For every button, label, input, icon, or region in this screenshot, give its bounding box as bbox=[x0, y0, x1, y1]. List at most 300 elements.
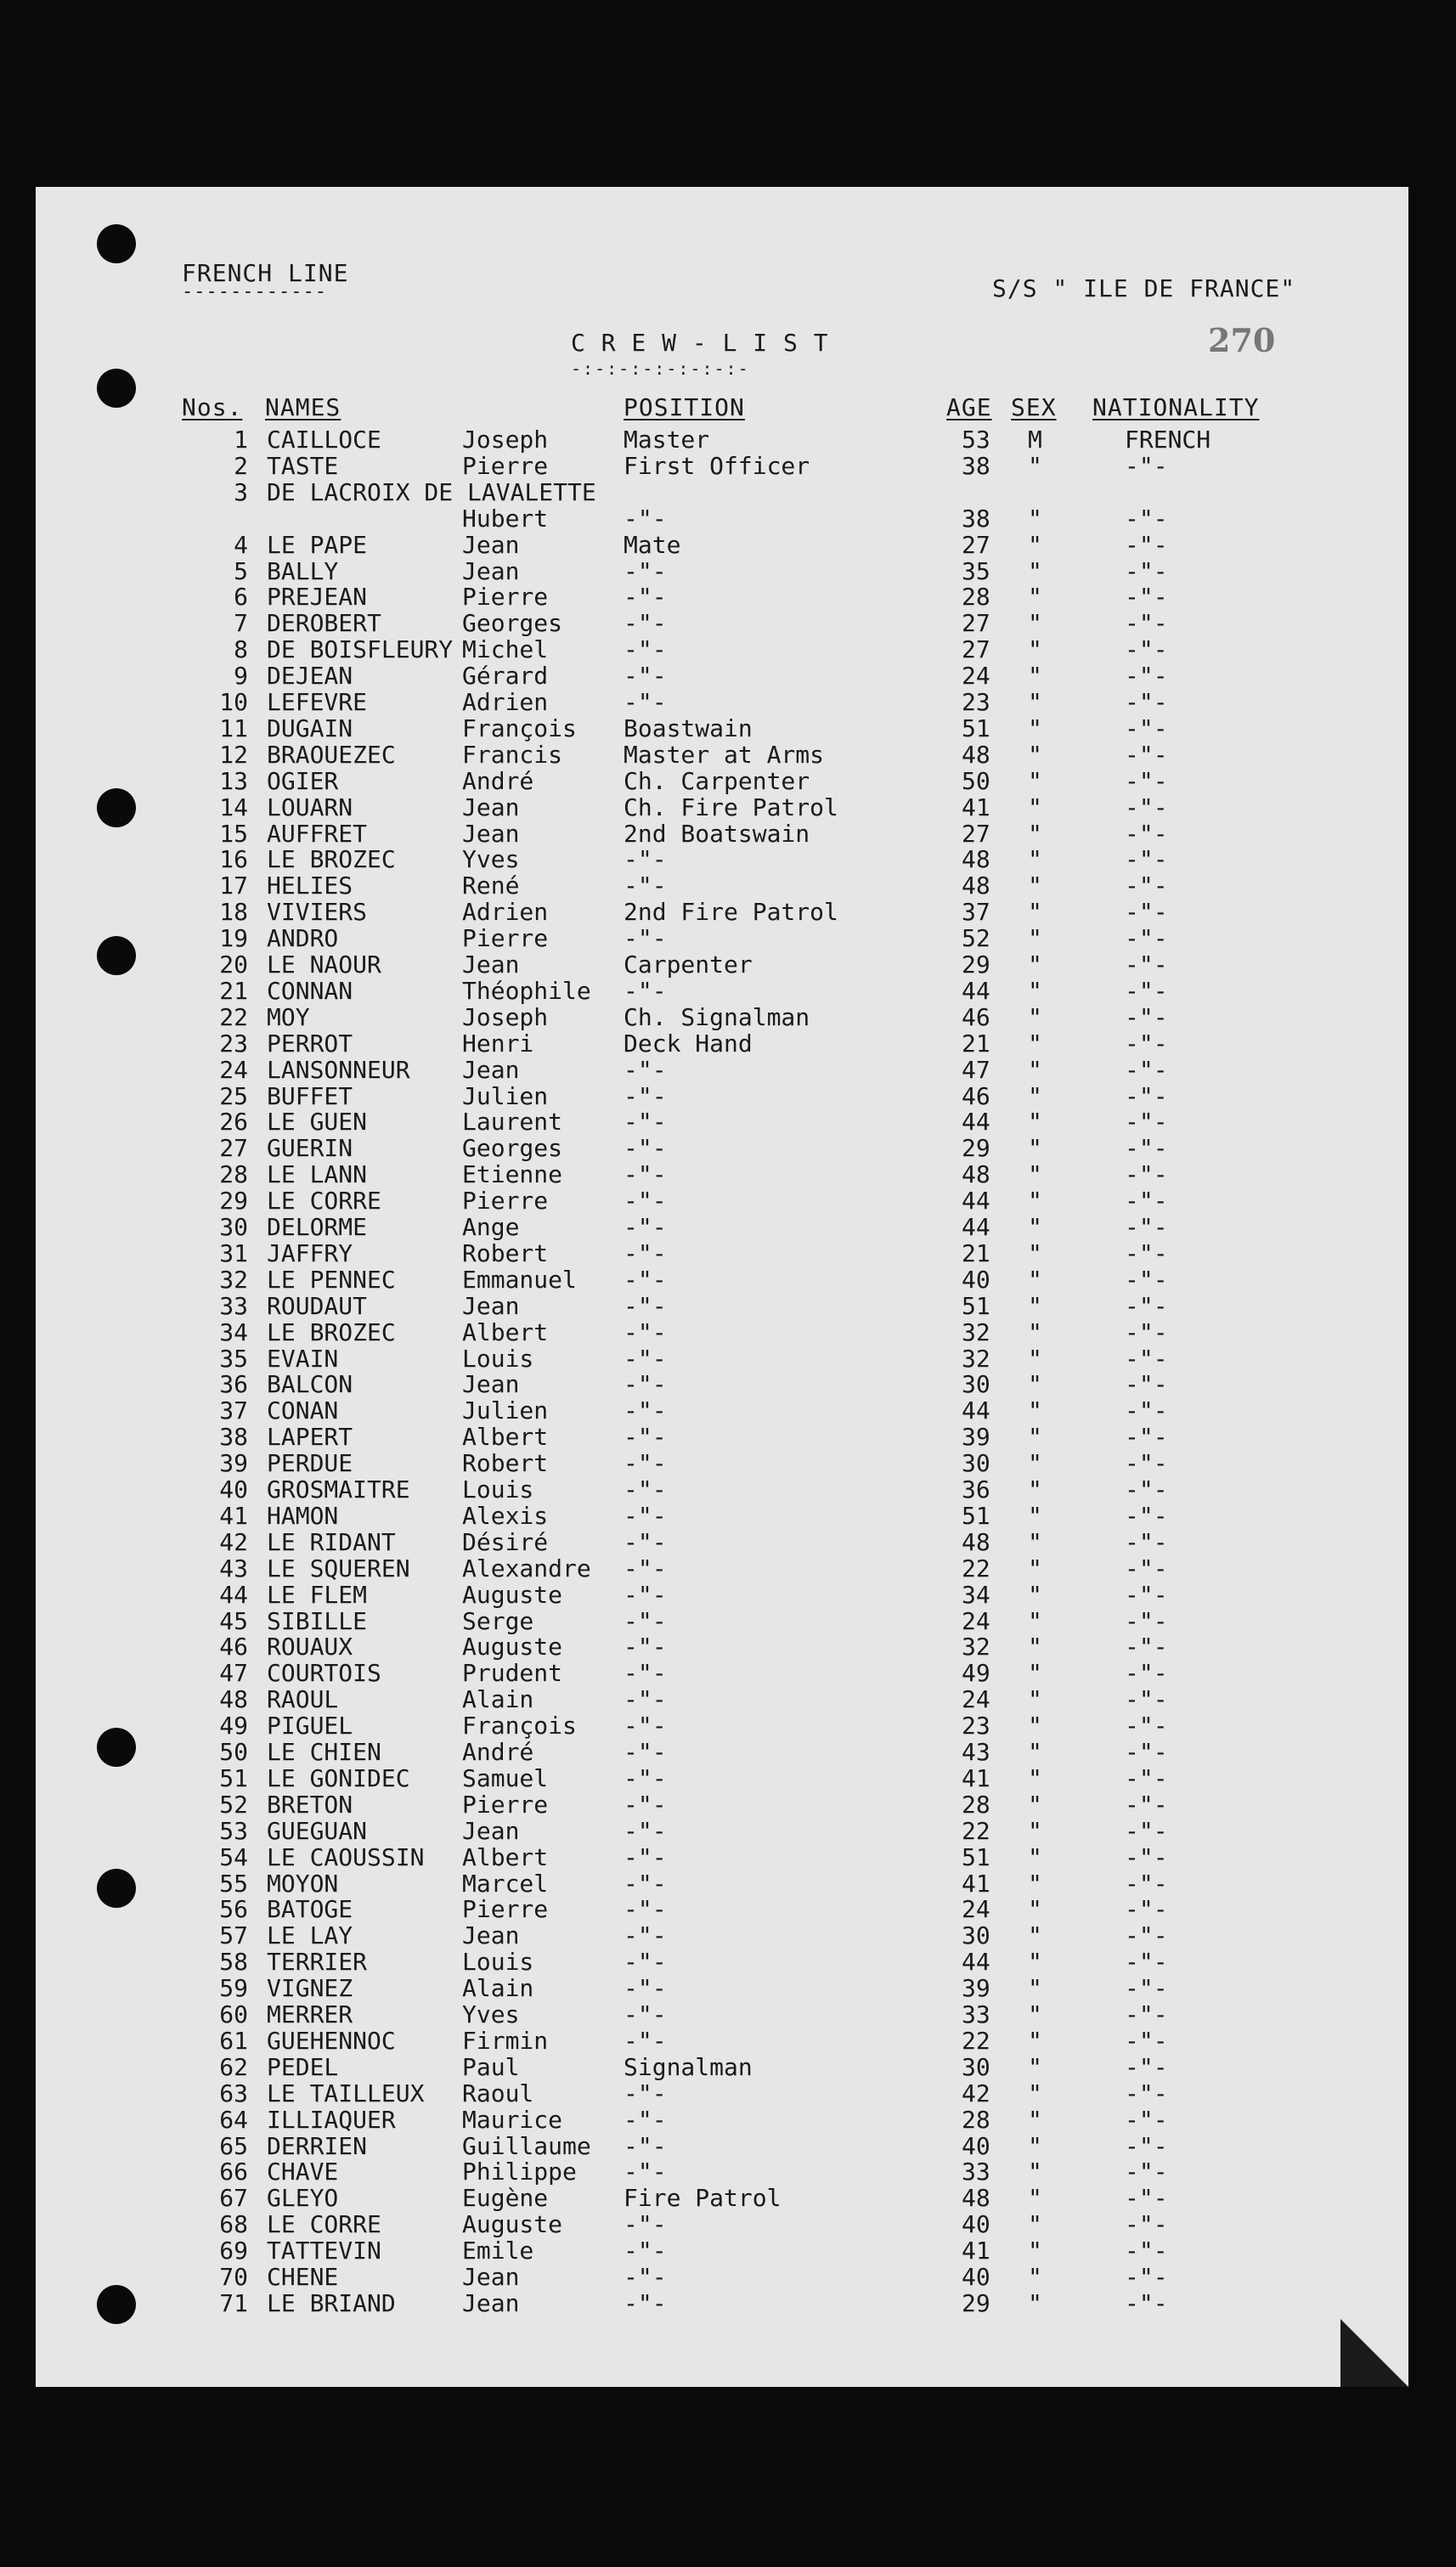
crew-surname: ILLIAQUER bbox=[267, 2105, 396, 2134]
crew-age: 29 bbox=[962, 1134, 990, 1163]
crew-position: -"- bbox=[624, 845, 667, 874]
crew-position: -"- bbox=[624, 2158, 667, 2186]
crew-nationality: -"- bbox=[1125, 1055, 1168, 1084]
table-row bbox=[36, 2290, 1408, 2316]
crew-nationality: -"- bbox=[1125, 1213, 1168, 1241]
crew-sex: " bbox=[1028, 1081, 1042, 1110]
crew-position: -"- bbox=[624, 1501, 667, 1530]
crew-age: 36 bbox=[962, 1475, 990, 1504]
crew-no: 26 bbox=[219, 1108, 248, 1137]
table-row bbox=[36, 1633, 1408, 1660]
crew-position: First Officer bbox=[624, 451, 810, 480]
crew-first-name: Jean bbox=[462, 1921, 520, 1950]
crew-position: -"- bbox=[624, 2079, 667, 2107]
crew-first-name: Jean bbox=[462, 1816, 520, 1845]
table-row bbox=[36, 2080, 1408, 2107]
crew-no: 4 bbox=[234, 530, 248, 559]
crew-first-name: Auguste bbox=[462, 1580, 563, 1609]
crew-position: -"- bbox=[624, 2026, 667, 2055]
crew-nationality: -"- bbox=[1125, 1869, 1168, 1898]
crew-surname: LE LANN bbox=[267, 1160, 368, 1189]
crew-age: 32 bbox=[962, 1344, 990, 1373]
crew-position: -"- bbox=[624, 1108, 667, 1137]
crew-surname: LEFEVRE bbox=[267, 688, 368, 716]
crew-position: Carpenter bbox=[624, 951, 753, 979]
crew-no: 3 bbox=[234, 477, 248, 506]
crew-surname: DELORME bbox=[267, 1213, 368, 1241]
crew-sex: " bbox=[1028, 819, 1042, 848]
crew-position: -"- bbox=[624, 1948, 667, 1977]
table-row bbox=[36, 2133, 1408, 2159]
table-row bbox=[36, 925, 1408, 951]
crew-no: 14 bbox=[219, 793, 248, 821]
crew-position: -"- bbox=[624, 1134, 667, 1163]
crew-surname: CONNAN bbox=[267, 976, 353, 1005]
crew-no: 17 bbox=[219, 872, 248, 900]
company-name: FRENCH LINE bbox=[182, 259, 349, 287]
table-row bbox=[36, 1896, 1408, 1922]
crew-no: 64 bbox=[219, 2105, 248, 2134]
col-header-nationality: NATIONALITY bbox=[1092, 393, 1260, 421]
crew-no: 21 bbox=[219, 976, 248, 1005]
table-row bbox=[36, 636, 1408, 663]
crew-age: 47 bbox=[962, 1055, 990, 1084]
crew-first-name: Pierre bbox=[462, 924, 549, 953]
crew-nationality: -"- bbox=[1125, 1134, 1168, 1163]
crew-sex: " bbox=[1028, 898, 1042, 927]
crew-sex: " bbox=[1028, 1895, 1042, 1924]
crew-no: 45 bbox=[219, 1606, 248, 1635]
crew-sex: " bbox=[1028, 1238, 1042, 1267]
crew-sex: " bbox=[1028, 714, 1042, 742]
crew-first-name: Pierre bbox=[462, 583, 549, 612]
crew-sex: " bbox=[1028, 2026, 1042, 2055]
crew-no: 62 bbox=[219, 2052, 248, 2081]
crew-age: 23 bbox=[962, 1712, 990, 1740]
crew-no: 27 bbox=[219, 1134, 248, 1163]
crew-sex: " bbox=[1028, 976, 1042, 1005]
table-row bbox=[36, 1949, 1408, 1975]
crew-age: 30 bbox=[962, 1370, 990, 1399]
crew-no: 63 bbox=[219, 2079, 248, 2107]
crew-no: 15 bbox=[219, 819, 248, 848]
crew-sex: " bbox=[1028, 2237, 1042, 2265]
crew-no: 24 bbox=[219, 1055, 248, 1084]
crew-first-name: Désiré bbox=[462, 1527, 549, 1556]
table-row bbox=[36, 715, 1408, 742]
crew-sex: " bbox=[1028, 2052, 1042, 2081]
crew-surname: LE RIDANT bbox=[267, 1527, 396, 1556]
crew-no: 48 bbox=[219, 1685, 248, 1714]
crew-position: Signalman bbox=[624, 2052, 753, 2081]
crew-no: 6 bbox=[234, 583, 248, 612]
crew-no: 16 bbox=[219, 845, 248, 874]
crew-nationality: -"- bbox=[1125, 1974, 1168, 2003]
crew-nationality: -"- bbox=[1125, 556, 1168, 585]
crew-sex: " bbox=[1028, 2131, 1042, 2160]
crew-no: 11 bbox=[219, 714, 248, 742]
crew-nationality: -"- bbox=[1125, 662, 1168, 691]
crew-position: -"- bbox=[624, 1055, 667, 1084]
crew-age: 53 bbox=[962, 426, 990, 454]
crew-no: 13 bbox=[219, 766, 248, 795]
table-row bbox=[36, 1608, 1408, 1634]
crew-sex: " bbox=[1028, 2263, 1042, 2291]
crew-sex: " bbox=[1028, 1527, 1042, 1556]
crew-age: 32 bbox=[962, 1633, 990, 1661]
punch-hole bbox=[97, 224, 136, 263]
table-row bbox=[36, 1765, 1408, 1791]
crew-nationality: -"- bbox=[1125, 1921, 1168, 1950]
crew-nationality: -"- bbox=[1125, 2052, 1168, 2081]
crew-nationality: -"- bbox=[1125, 1606, 1168, 1635]
crew-sex: " bbox=[1028, 1606, 1042, 1635]
crew-surname: PIGUEL bbox=[267, 1712, 353, 1740]
crew-position: -"- bbox=[624, 1869, 667, 1898]
crew-nationality: -"- bbox=[1125, 1633, 1168, 1661]
crew-nationality: -"- bbox=[1125, 2105, 1168, 2134]
crew-position: -"- bbox=[624, 1816, 667, 1845]
crew-sex: " bbox=[1028, 1396, 1042, 1425]
crew-first-name: Alexandre bbox=[462, 1554, 591, 1583]
crew-sex: " bbox=[1028, 2288, 1042, 2317]
crew-surname: CAILLOCE bbox=[267, 426, 381, 454]
crew-sex: " bbox=[1028, 1187, 1042, 1216]
crew-first-name: Samuel bbox=[462, 1763, 549, 1792]
table-row bbox=[36, 1057, 1408, 1083]
crew-first-name: Jean bbox=[462, 793, 520, 821]
crew-nationality: -"- bbox=[1125, 1475, 1168, 1504]
table-row bbox=[36, 479, 1408, 505]
crew-position: -"- bbox=[624, 2000, 667, 2028]
crew-nationality: -"- bbox=[1125, 609, 1168, 638]
crew-no: 47 bbox=[219, 1659, 248, 1688]
crew-position: Ch. Carpenter bbox=[624, 766, 810, 795]
table-row bbox=[36, 1503, 1408, 1529]
crew-nationality: -"- bbox=[1125, 1344, 1168, 1373]
crew-position: -"- bbox=[624, 1895, 667, 1924]
table-row bbox=[36, 794, 1408, 821]
crew-sex: " bbox=[1028, 451, 1042, 480]
crew-surname: BALLY bbox=[267, 556, 339, 585]
table-row bbox=[36, 1293, 1408, 1319]
crew-no: 54 bbox=[219, 1842, 248, 1871]
crew-sex: " bbox=[1028, 1370, 1042, 1399]
crew-first-name: Marcel bbox=[462, 1869, 549, 1898]
crew-first-name: Louis bbox=[462, 1475, 534, 1504]
crew-sex: " bbox=[1028, 1712, 1042, 1740]
crew-no: 60 bbox=[219, 2000, 248, 2028]
crew-age: 48 bbox=[962, 1527, 990, 1556]
crew-surname: MOY bbox=[267, 1002, 310, 1031]
crew-nationality: -"- bbox=[1125, 766, 1168, 795]
crew-surname: DERRIEN bbox=[267, 2131, 368, 2160]
crew-first-name: Alain bbox=[462, 1974, 534, 2003]
crew-first-name: Raoul bbox=[462, 2079, 534, 2107]
crew-nationality: -"- bbox=[1125, 819, 1168, 848]
crew-first-name: Pierre bbox=[462, 1790, 549, 1819]
crew-first-name: Paul bbox=[462, 2052, 520, 2081]
crew-age: 52 bbox=[962, 924, 990, 953]
punch-hole bbox=[97, 369, 136, 408]
crew-sex: " bbox=[1028, 635, 1042, 664]
crew-surname: LE CORRE bbox=[267, 2210, 381, 2239]
crew-no: 43 bbox=[219, 1554, 248, 1583]
crew-no: 7 bbox=[234, 609, 248, 638]
crew-sex: " bbox=[1028, 1580, 1042, 1609]
crew-first-name: Louis bbox=[462, 1948, 534, 1977]
table-row bbox=[36, 558, 1408, 584]
crew-age: 41 bbox=[962, 2237, 990, 2265]
crew-first-name: Gérard bbox=[462, 662, 549, 691]
crew-surname: HAMON bbox=[267, 1501, 339, 1530]
crew-nationality: -"- bbox=[1125, 1029, 1168, 1058]
crew-surname: RAOUL bbox=[267, 1685, 339, 1714]
crew-first-name: Michel bbox=[462, 635, 549, 664]
crew-no: 5 bbox=[234, 556, 248, 585]
crew-position: -"- bbox=[624, 1317, 667, 1346]
crew-surname: MERRER bbox=[267, 2000, 353, 2028]
crew-sex: " bbox=[1028, 1763, 1042, 1792]
table-row bbox=[36, 1319, 1408, 1346]
crew-sex: " bbox=[1028, 2105, 1042, 2134]
crew-no: 39 bbox=[219, 1449, 248, 1478]
crew-no: 34 bbox=[219, 1317, 248, 1346]
crew-age: 23 bbox=[962, 688, 990, 716]
crew-no: 46 bbox=[219, 1633, 248, 1661]
crew-nationality: -"- bbox=[1125, 2000, 1168, 2028]
crew-no: 10 bbox=[219, 688, 248, 716]
crew-sex: " bbox=[1028, 766, 1042, 795]
table-row bbox=[36, 1660, 1408, 1686]
crew-no: 20 bbox=[219, 951, 248, 979]
crew-first-name: Jean bbox=[462, 2288, 520, 2317]
table-row bbox=[36, 2211, 1408, 2237]
crew-first-name: André bbox=[462, 766, 534, 795]
crew-nationality: -"- bbox=[1125, 1527, 1168, 1556]
crew-first-name: Ange bbox=[462, 1213, 520, 1241]
crew-sex: " bbox=[1028, 1160, 1042, 1189]
crew-sex: " bbox=[1028, 740, 1042, 769]
crew-no: 67 bbox=[219, 2184, 248, 2213]
crew-first-name: Yves bbox=[462, 2000, 520, 2028]
crew-first-name: Emmanuel bbox=[462, 1265, 577, 1294]
crew-nationality: -"- bbox=[1125, 1187, 1168, 1216]
crew-age: 44 bbox=[962, 1187, 990, 1216]
crew-age: 48 bbox=[962, 740, 990, 769]
crew-sex: " bbox=[1028, 662, 1042, 691]
crew-position: Boastwain bbox=[624, 714, 753, 742]
crew-no: 59 bbox=[219, 1974, 248, 2003]
crew-nationality: -"- bbox=[1125, 793, 1168, 821]
crew-position: -"- bbox=[624, 1344, 667, 1373]
crew-no: 35 bbox=[219, 1344, 248, 1373]
crew-surname: TERRIER bbox=[267, 1948, 368, 1977]
crew-no: 68 bbox=[219, 2210, 248, 2239]
company-underline: ------------ bbox=[182, 281, 327, 302]
table-row bbox=[36, 2028, 1408, 2054]
crew-no: 40 bbox=[219, 1475, 248, 1504]
crew-position: -"- bbox=[624, 1633, 667, 1661]
crew-age: 41 bbox=[962, 1869, 990, 1898]
crew-surname: DEJEAN bbox=[267, 662, 353, 691]
crew-sex: " bbox=[1028, 1344, 1042, 1373]
crew-age: 30 bbox=[962, 1449, 990, 1478]
table-row bbox=[36, 1922, 1408, 1949]
crew-nationality: -"- bbox=[1125, 872, 1168, 900]
crew-age: 39 bbox=[962, 1974, 990, 2003]
crew-nationality: -"- bbox=[1125, 1370, 1168, 1399]
crew-sex: " bbox=[1028, 1475, 1042, 1504]
crew-surname: GROSMAITRE bbox=[267, 1475, 410, 1504]
crew-first-name: Louis bbox=[462, 1344, 534, 1373]
crew-no: 61 bbox=[219, 2026, 248, 2055]
crew-position: -"- bbox=[624, 1527, 667, 1556]
crew-sex: " bbox=[1028, 583, 1042, 612]
crew-first-name: André bbox=[462, 1738, 534, 1766]
table-row bbox=[36, 1030, 1408, 1057]
crew-nationality: -"- bbox=[1125, 1659, 1168, 1688]
crew-nationality: -"- bbox=[1125, 845, 1168, 874]
crew-surname: LE SQUEREN bbox=[267, 1554, 410, 1583]
crew-no: 22 bbox=[219, 1002, 248, 1031]
crew-age: 44 bbox=[962, 976, 990, 1005]
table-row bbox=[36, 1240, 1408, 1267]
crew-no: 70 bbox=[219, 2263, 248, 2291]
crew-first-name: Jean bbox=[462, 1370, 520, 1399]
table-row bbox=[36, 1476, 1408, 1503]
crew-age: 33 bbox=[962, 2158, 990, 2186]
crew-surname: BATOGE bbox=[267, 1895, 353, 1924]
crew-sex: " bbox=[1028, 1685, 1042, 1714]
crew-sex: " bbox=[1028, 2210, 1042, 2239]
crew-surname: BRAOUEZEC bbox=[267, 740, 396, 769]
table-row bbox=[36, 584, 1408, 610]
crew-surname: VIVIERS bbox=[267, 898, 368, 927]
crew-position: -"- bbox=[624, 1475, 667, 1504]
table-row bbox=[36, 1975, 1408, 2001]
crew-position: Master at Arms bbox=[624, 740, 825, 769]
crew-no: 36 bbox=[219, 1370, 248, 1399]
crew-first-name: Guillaume bbox=[462, 2131, 591, 2160]
crew-sex: " bbox=[1028, 1738, 1042, 1766]
crew-first-name: Théophile bbox=[462, 976, 591, 1005]
crew-sex: " bbox=[1028, 1869, 1042, 1898]
crew-position: -"- bbox=[624, 2288, 667, 2317]
crew-nationality: -"- bbox=[1125, 688, 1168, 716]
crew-sex: " bbox=[1028, 1633, 1042, 1661]
crew-position: -"- bbox=[624, 1213, 667, 1241]
crew-surname: PEDEL bbox=[267, 2052, 339, 2081]
crew-first-name: Alexis bbox=[462, 1501, 549, 1530]
crew-nationality: -"- bbox=[1125, 451, 1168, 480]
crew-age: 51 bbox=[962, 1842, 990, 1871]
table-row bbox=[36, 1267, 1408, 1293]
crew-nationality: -"- bbox=[1125, 1790, 1168, 1819]
table-row bbox=[36, 1555, 1408, 1582]
crew-position: Master bbox=[624, 426, 710, 454]
crew-sex: " bbox=[1028, 1501, 1042, 1530]
crew-first-name: Robert bbox=[462, 1238, 549, 1267]
crew-no: 55 bbox=[219, 1869, 248, 1898]
crew-sex: " bbox=[1028, 1423, 1042, 1452]
crew-first-name: Yves bbox=[462, 845, 520, 874]
crew-nationality: -"- bbox=[1125, 1501, 1168, 1530]
crew-first-name: Robert bbox=[462, 1449, 549, 1478]
crew-position: -"- bbox=[624, 872, 667, 900]
crew-nationality: -"- bbox=[1125, 951, 1168, 979]
crew-surname: TATTEVIN bbox=[267, 2237, 381, 2265]
crew-first-name: Etienne bbox=[462, 1160, 563, 1189]
crew-sex: " bbox=[1028, 1974, 1042, 2003]
crew-surname: DE BOISFLEURY bbox=[267, 635, 454, 664]
crew-age: 29 bbox=[962, 951, 990, 979]
crew-first-name: Pierre bbox=[462, 1895, 549, 1924]
crew-first-name: Jean bbox=[462, 951, 520, 979]
crew-sex: " bbox=[1028, 1659, 1042, 1688]
col-header-sex: SEX bbox=[1011, 393, 1057, 421]
crew-age: 24 bbox=[962, 1685, 990, 1714]
crew-no: 1 bbox=[234, 426, 248, 454]
crew-position: -"- bbox=[624, 2263, 667, 2291]
crew-age: 51 bbox=[962, 1501, 990, 1530]
crew-age: 38 bbox=[962, 451, 990, 480]
crew-nationality: -"- bbox=[1125, 1816, 1168, 1845]
table-row bbox=[36, 1818, 1408, 1844]
crew-surname: OGIER bbox=[267, 766, 339, 795]
crew-position: -"- bbox=[624, 1238, 667, 1267]
crew-no: 33 bbox=[219, 1291, 248, 1320]
crew-surname: PREJEAN bbox=[267, 583, 368, 612]
crew-age: 35 bbox=[962, 556, 990, 585]
crew-position: -"- bbox=[624, 976, 667, 1005]
crew-sex: " bbox=[1028, 609, 1042, 638]
crew-no: 37 bbox=[219, 1396, 248, 1425]
crew-position: 2nd Boatswain bbox=[624, 819, 810, 848]
crew-no: 29 bbox=[219, 1187, 248, 1216]
crew-surname: VIGNEZ bbox=[267, 1974, 353, 2003]
crew-nationality: -"- bbox=[1125, 1895, 1168, 1924]
table-row bbox=[36, 505, 1408, 532]
crew-no: 23 bbox=[219, 1029, 248, 1058]
crew-surname: CONAN bbox=[267, 1396, 339, 1425]
crew-age: 50 bbox=[962, 766, 990, 795]
crew-no: 32 bbox=[219, 1265, 248, 1294]
crew-nationality: -"- bbox=[1125, 2131, 1168, 2160]
crew-nationality: -"- bbox=[1125, 635, 1168, 664]
page-number-stamp: 270 bbox=[1208, 321, 1276, 359]
crew-age: 46 bbox=[962, 1081, 990, 1110]
crew-nationality: -"- bbox=[1125, 1738, 1168, 1766]
crew-surname: HELIES bbox=[267, 872, 353, 900]
crew-surname: TASTE bbox=[267, 451, 339, 480]
crew-nationality: -"- bbox=[1125, 2263, 1168, 2291]
crew-first-name: Hubert bbox=[462, 504, 549, 533]
crew-surname: PERDUE bbox=[267, 1449, 353, 1478]
crew-age: 46 bbox=[962, 1002, 990, 1031]
crew-surname: LE BRIAND bbox=[267, 2288, 396, 2317]
crew-first-name: Jean bbox=[462, 556, 520, 585]
crew-surname: MOYON bbox=[267, 1869, 339, 1898]
crew-no: 25 bbox=[219, 1081, 248, 1110]
crew-no: 53 bbox=[219, 1816, 248, 1845]
table-row bbox=[36, 2264, 1408, 2290]
crew-no: 51 bbox=[219, 1763, 248, 1792]
crew-no: 9 bbox=[234, 662, 248, 691]
crew-age: 48 bbox=[962, 845, 990, 874]
crew-nationality: -"- bbox=[1125, 2026, 1168, 2055]
crew-nationality: -"- bbox=[1125, 1081, 1168, 1110]
